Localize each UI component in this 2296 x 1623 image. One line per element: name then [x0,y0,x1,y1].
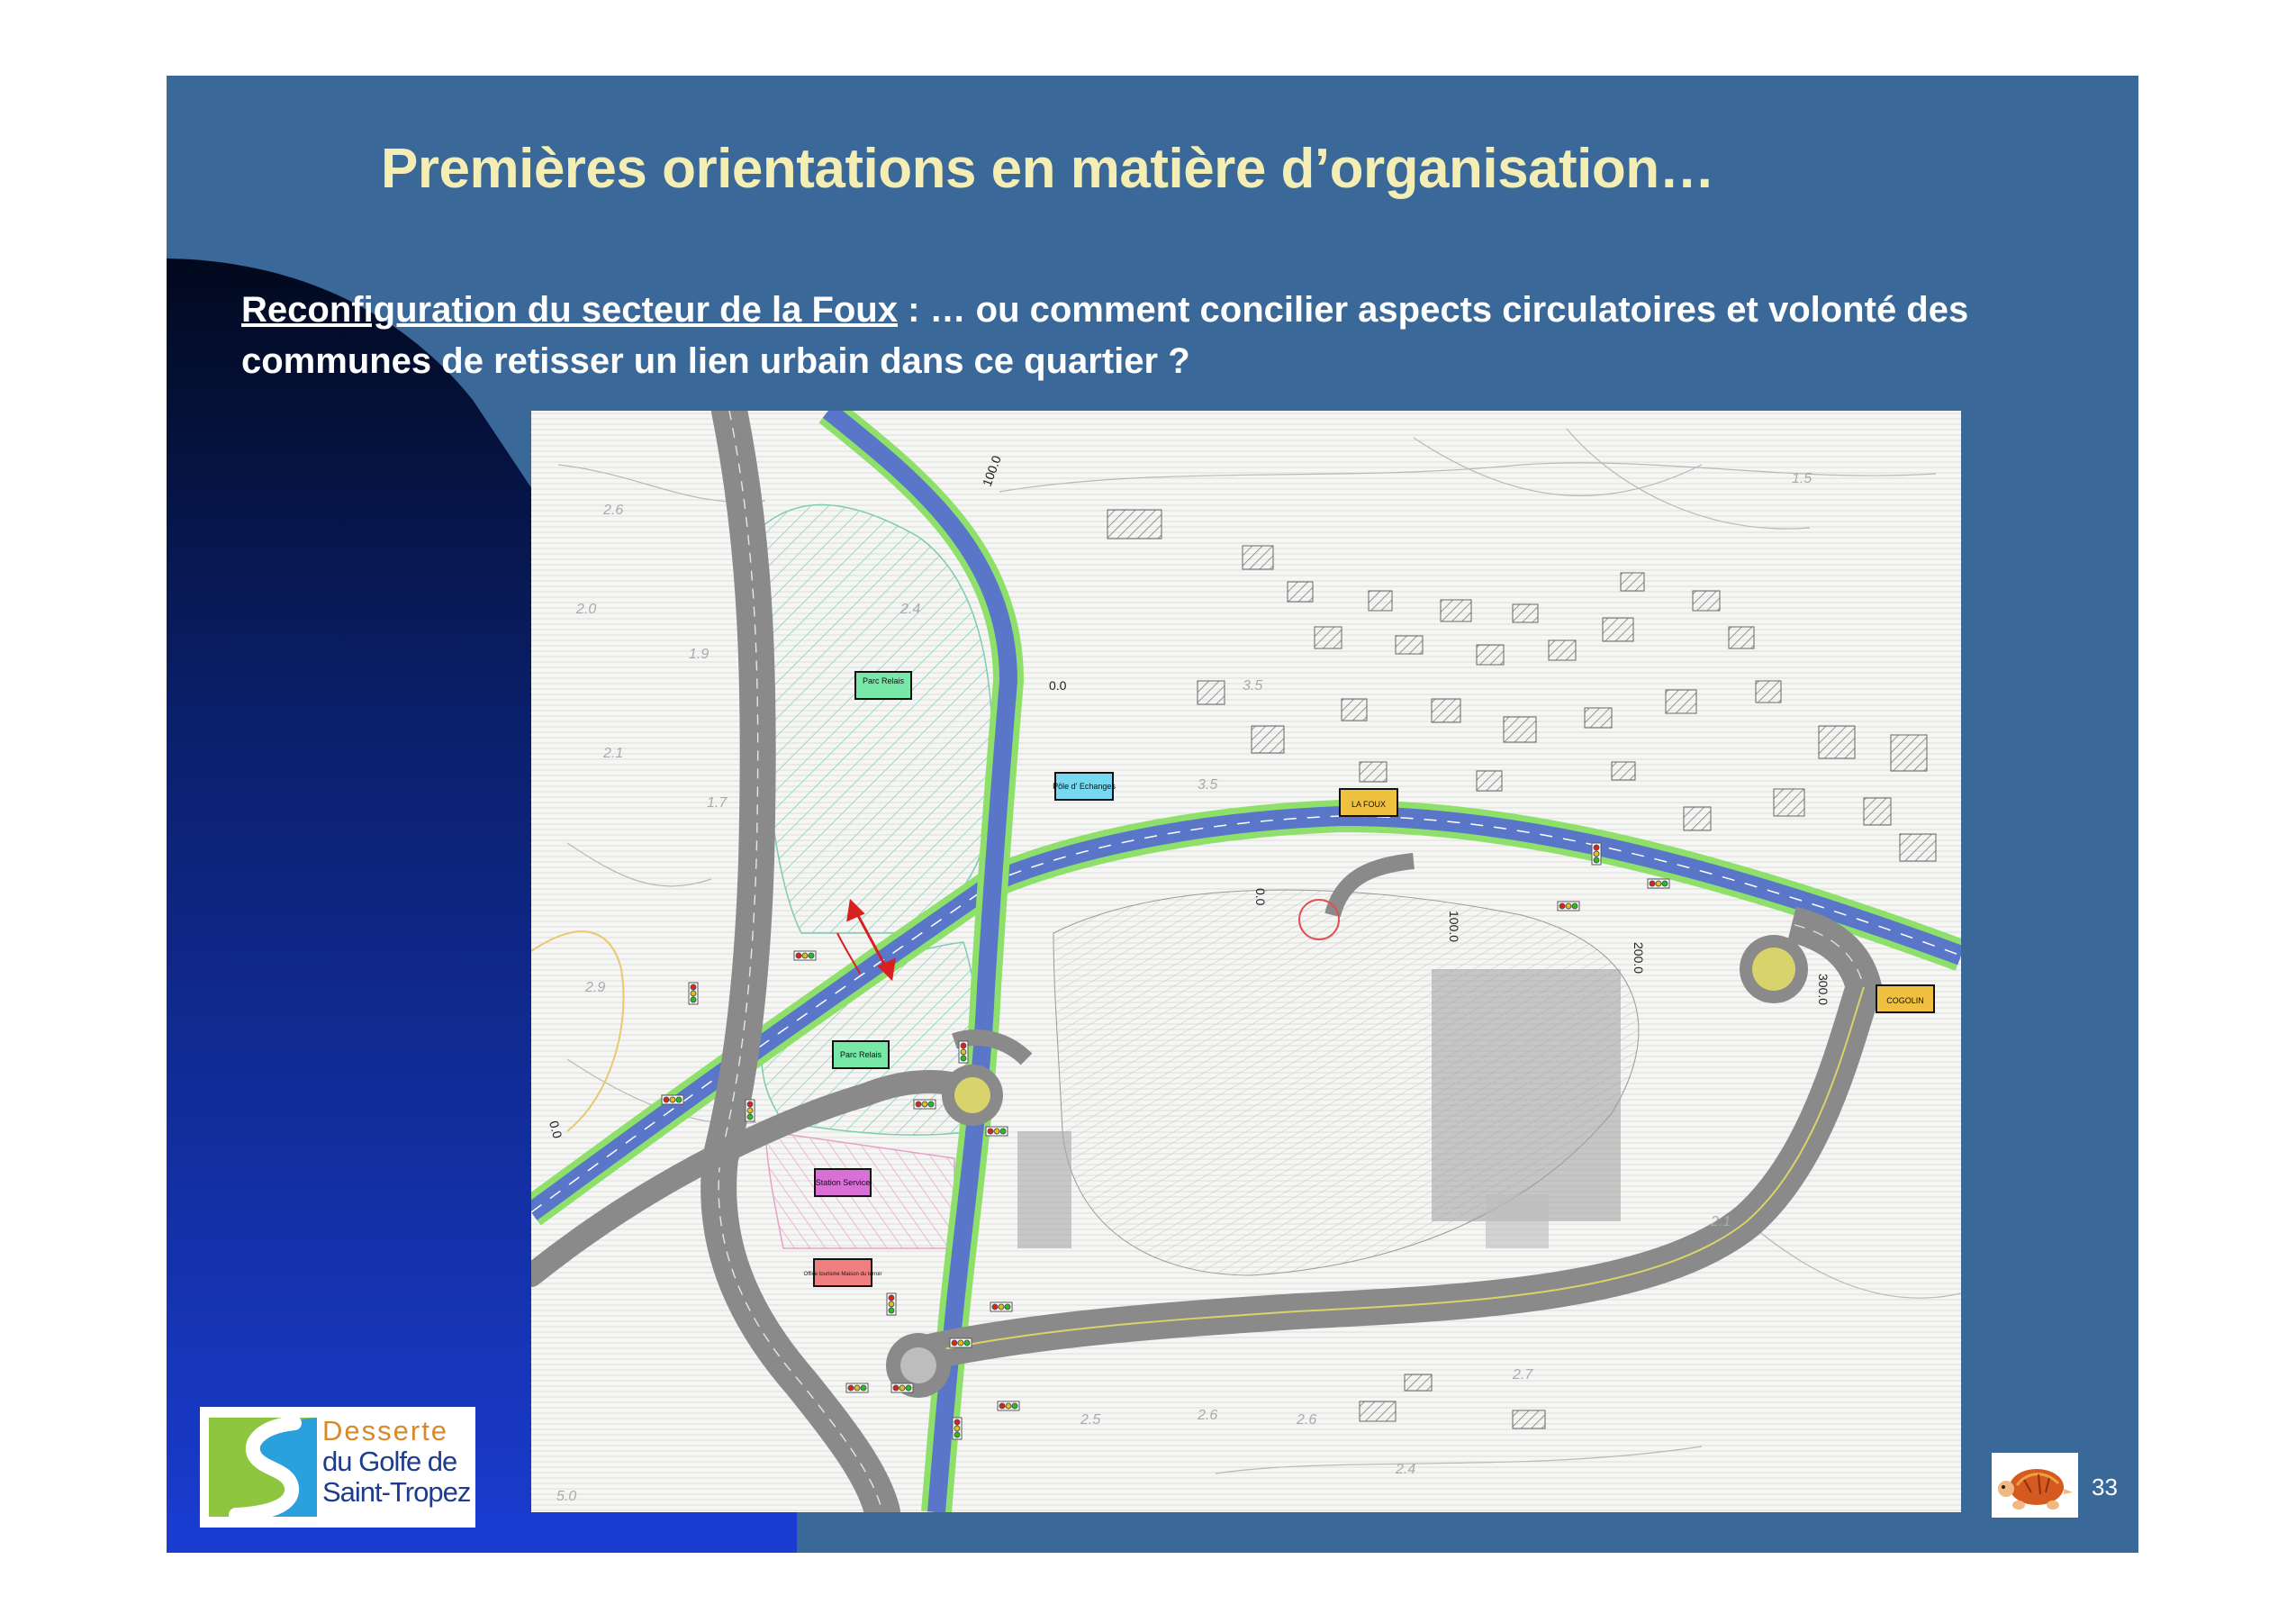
logo-desserte-golfe-saint-tropez [200,1407,475,1528]
road-plan-map [531,411,1961,1512]
station-service-text: Station Service [815,1178,871,1187]
svg-text:2.6: 2.6 [1198,1408,1218,1423]
label-parc-relais-north [855,672,911,699]
logo-line-2: du Golfe de [322,1446,457,1477]
chainage-0-a: 0.0 [1049,678,1067,693]
logo-text [322,1416,472,1508]
parc-relais-south-text: Parc Relais [839,1050,882,1059]
svg-text:2.1: 2.1 [603,746,624,761]
svg-text:2.4: 2.4 [1396,1462,1416,1477]
shopping-centre [1432,969,1621,1221]
pole-echanges-text: Pôle d' Echanges [1053,782,1116,791]
label-station-service [815,1169,871,1196]
logo-line-3: Saint-Tropez [322,1476,471,1508]
label-cogolin [1876,985,1934,1012]
subtitle-link-text: Reconfiguration du secteur de la Foux [241,290,898,330]
label-pole-echanges [1053,773,1116,800]
slide [167,76,2138,1553]
office-tourisme-text: Office tourisme Maison du terroir [803,1272,882,1277]
page-title: Premières orientations en matière d’organisation… [381,138,1715,200]
label-la-foux [1340,789,1397,816]
label-parc-relais-south [833,1041,889,1068]
label-office-tourisme [804,1259,882,1286]
svg-text:2.1: 2.1 [1711,1214,1731,1229]
svg-text:2.4: 2.4 [900,602,921,617]
chainage-200: 200.0 [1632,942,1646,975]
svg-text:2.5: 2.5 [1080,1412,1101,1428]
subtitle [241,285,2114,387]
svg-text:1.5: 1.5 [1792,471,1812,486]
svg-text:2.7: 2.7 [1513,1367,1533,1383]
chainage-0-left: 0.0 [547,1119,565,1140]
svg-text:5.0: 5.0 [556,1489,577,1504]
turtle-icon [1992,1453,2078,1518]
page-number: 33 [2092,1473,2118,1501]
chainage-300: 300.0 [1816,974,1830,1006]
svg-text:3.5: 3.5 [1198,777,1218,793]
logo-line-1: Desserte [322,1415,449,1446]
la-foux-text: LA FOUX [1351,800,1387,809]
svg-text:2.0: 2.0 [576,602,597,617]
svg-text:2.6: 2.6 [603,503,624,518]
svg-text:1.9: 1.9 [689,647,710,662]
logo-s-mark [209,1418,317,1517]
svg-text:3.5: 3.5 [1243,678,1263,694]
svg-text:2.9: 2.9 [585,980,606,995]
parc-relais-north-text: Parc Relais [862,676,905,685]
chainage-100-mid: 100.0 [1447,911,1461,943]
chainage-0-b: 0.0 [1253,888,1268,906]
svg-text:2.6: 2.6 [1297,1412,1317,1428]
chainage-100-top: 100.0 [979,453,1004,489]
svg-text:1.7: 1.7 [707,795,728,811]
subtitle-text: : … ou comment concilier aspects circulatoires et volonté des communes de retisser un lien urbain dans ce quartier ? [241,290,1969,381]
cogolin-text: COGOLIN [1886,996,1924,1005]
